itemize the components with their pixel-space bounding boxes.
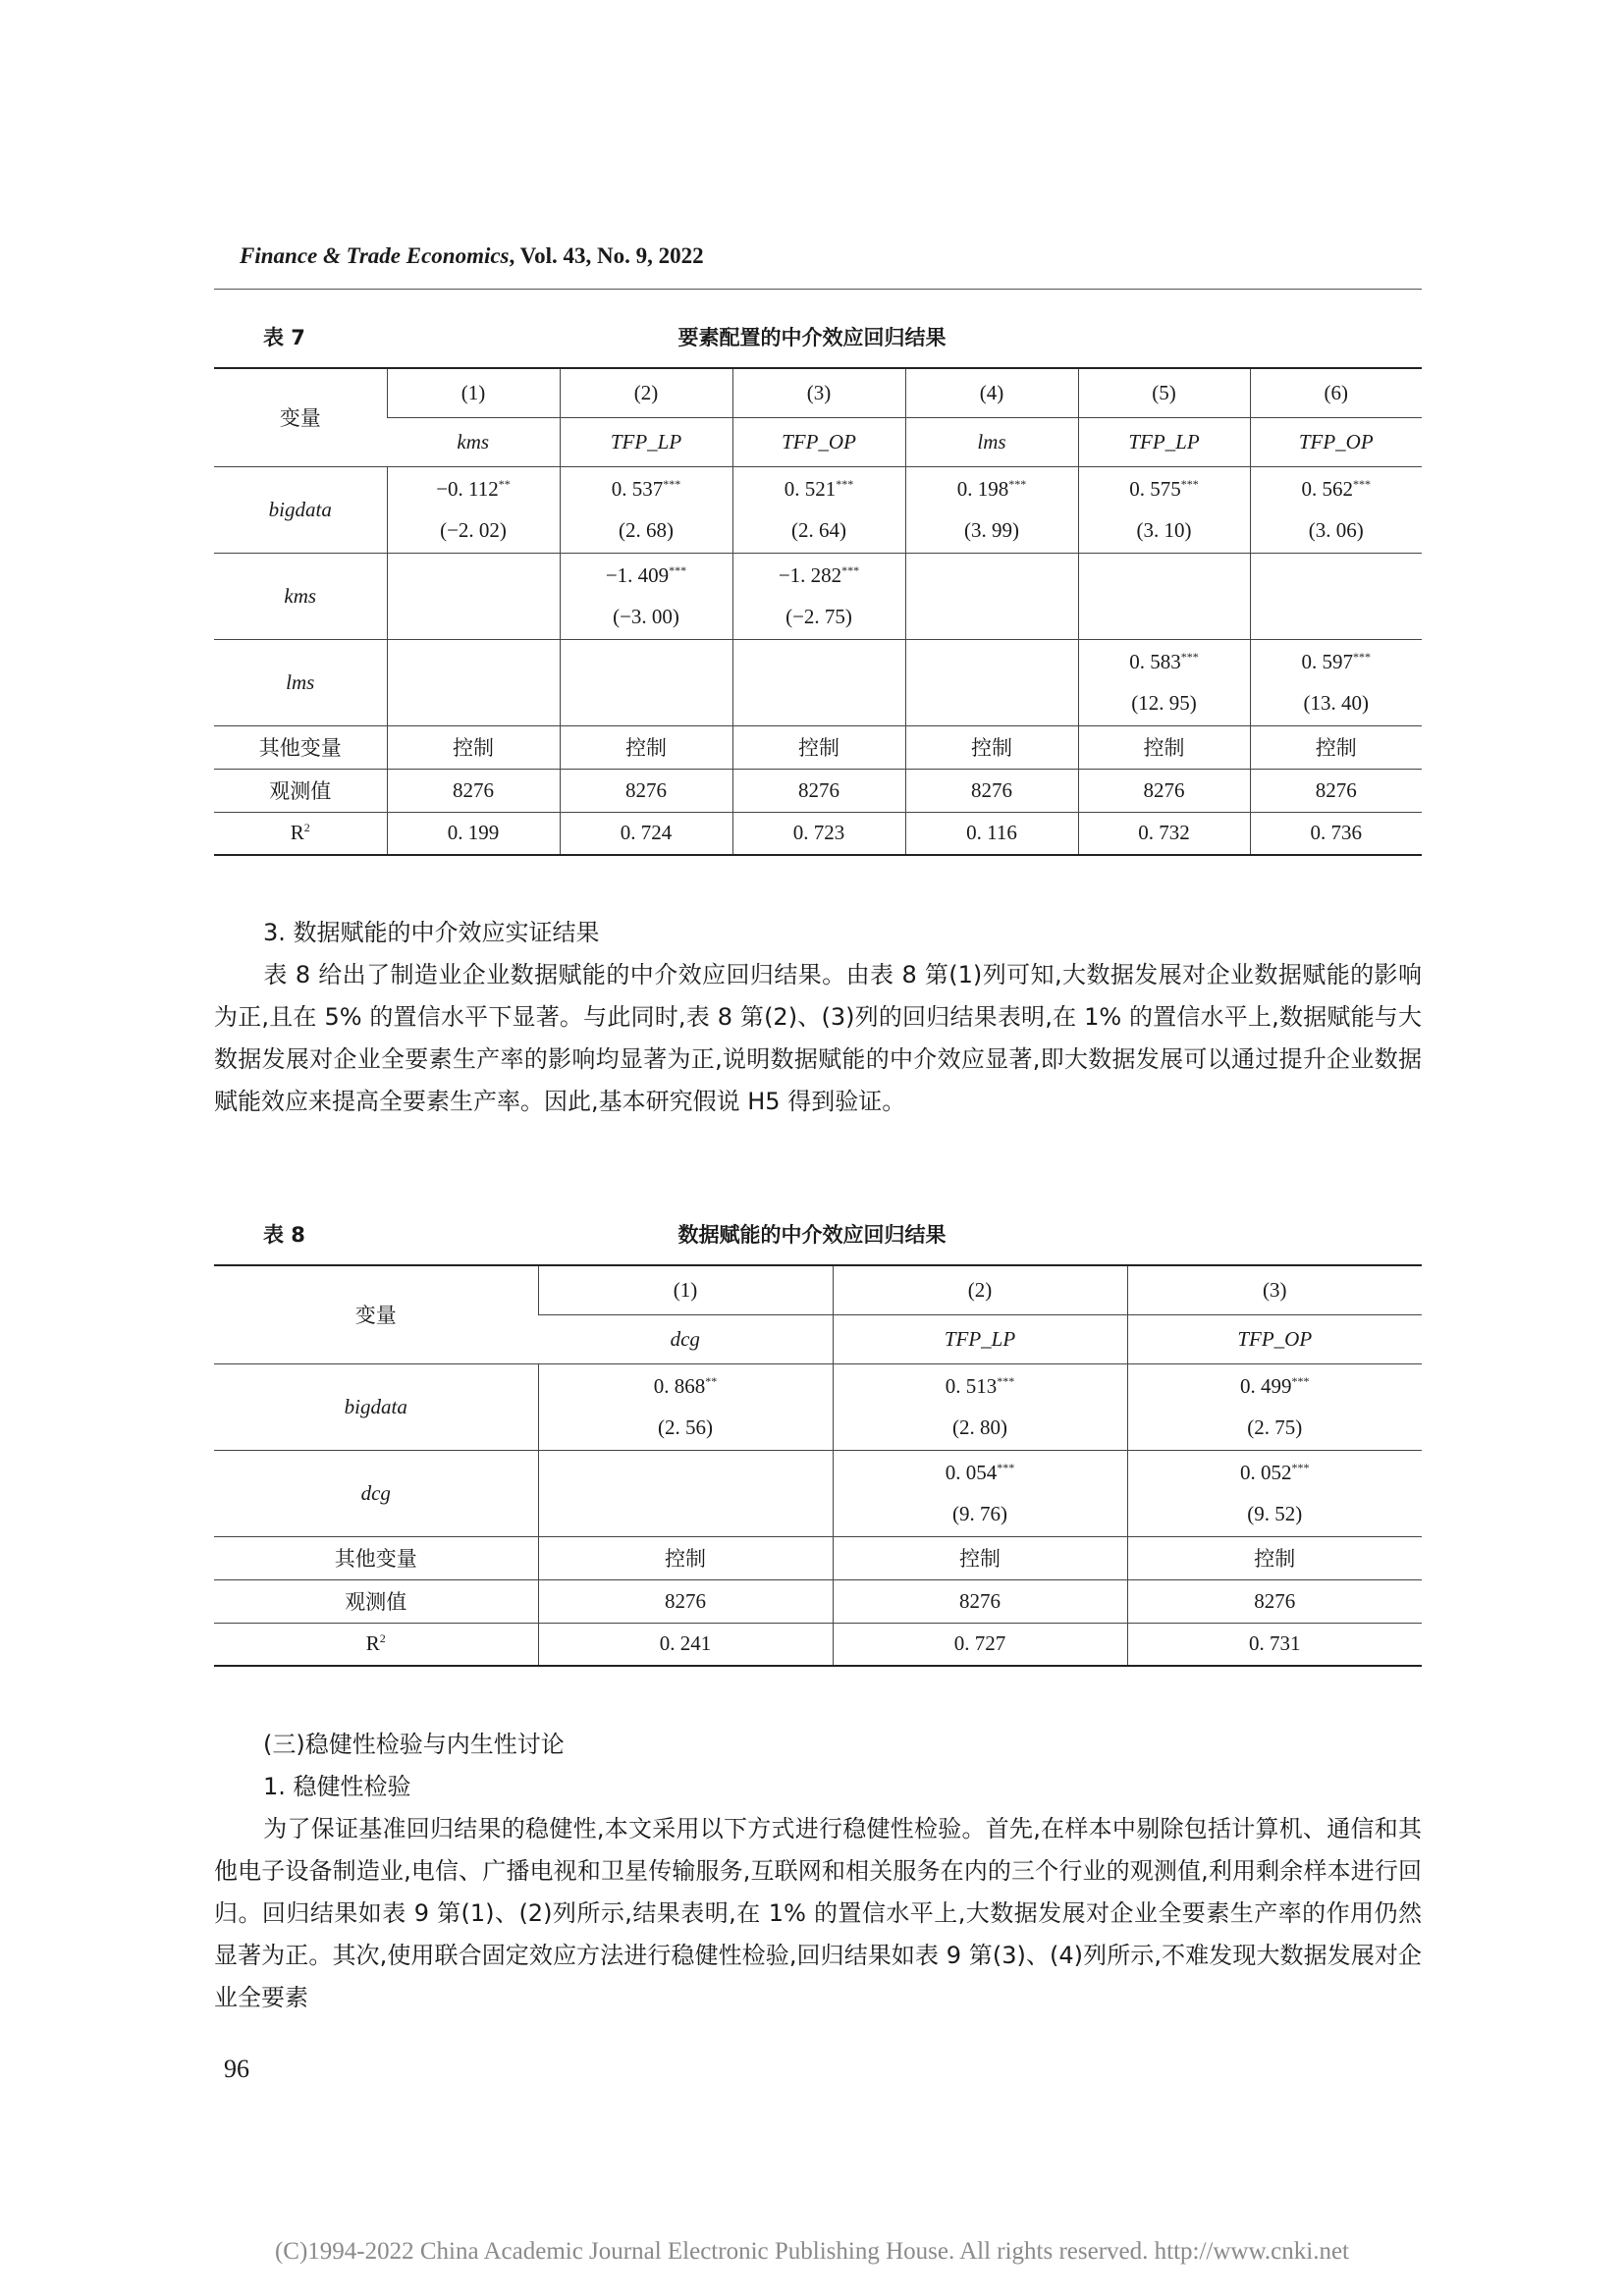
- controls-label: 其他变量: [214, 1536, 538, 1579]
- coef-cell: [1250, 553, 1422, 639]
- coefficient: 0. 583: [1129, 650, 1181, 673]
- obs-cell: 8276: [1078, 769, 1250, 812]
- coef-cell: [1250, 466, 1422, 553]
- coefficient: 0. 198: [956, 477, 1009, 501]
- col-num: (1): [387, 368, 560, 417]
- coef-cell: [560, 553, 732, 639]
- col-num: (4): [905, 368, 1078, 417]
- row-variable-name: lms: [214, 639, 387, 725]
- header-rule: [214, 289, 1422, 290]
- obs-cell: 8276: [1250, 769, 1422, 812]
- coef-cell: [732, 553, 905, 639]
- coefficient: 0. 521: [784, 477, 837, 501]
- significance-stars: ***: [997, 1461, 1015, 1474]
- t-statistic: (2. 64): [791, 518, 846, 542]
- section-heading: (三)稳健性检验与内生性讨论: [263, 1731, 565, 1758]
- table8-title: 数据赋能的中介效应回归结果: [677, 1223, 947, 1247]
- t-statistic: (2. 68): [619, 518, 674, 542]
- t-statistic: (−2. 75): [785, 605, 852, 628]
- section-heading: 3. 数据赋能的中介效应实证结果: [263, 919, 600, 946]
- coef-cell: [1078, 553, 1250, 639]
- col-num: (2): [833, 1265, 1127, 1314]
- t-statistic: (−3. 00): [613, 605, 679, 628]
- col-num: (1): [538, 1265, 833, 1314]
- coef-cell: [905, 466, 1078, 553]
- r2-cell: 0. 116: [905, 812, 1078, 855]
- t-statistic: (3. 06): [1308, 518, 1364, 542]
- obs-label: 观测值: [214, 769, 387, 812]
- body-paragraph: 表 8 给出了制造业企业数据赋能的中介效应回归结果。由表 8 第(1)列可知,大数据发展对企业数据赋能的影响为正,且在 5% 的置信水平下显著。与此同时,表 8 第(2)、(3)列的回归结果表明,在 1% 的置信水平上,数据赋能与大数据发展对企业全要素生产率的影响均显著为正,说明数据赋能的中介效应显著,即大数据发展可以通过提升企业数据赋能效应来提高全要素生产率。因此,基本研究假说 H5 得到验证。: [214, 961, 1422, 1115]
- t-statistic: (2. 80): [952, 1415, 1007, 1439]
- t-statistic: (2. 75): [1247, 1415, 1303, 1439]
- table-row: [214, 639, 1422, 725]
- table-row: [214, 553, 1422, 639]
- coef-cell: [387, 639, 560, 725]
- coefficient: 0. 513: [945, 1374, 998, 1398]
- coef-cell: [1127, 1363, 1422, 1450]
- coefficient: 0. 052: [1240, 1461, 1292, 1484]
- table7-title: 要素配置的中介效应回归结果: [677, 326, 947, 349]
- r2-cell: 0. 241: [538, 1623, 833, 1666]
- coefficient: 0. 868: [653, 1374, 706, 1398]
- journal-issue: , Vol. 43, No. 9, 2022: [509, 243, 704, 268]
- significance-stars: ***: [1353, 650, 1371, 664]
- t-statistic: (9. 76): [952, 1502, 1007, 1525]
- table7-number: 表 7: [263, 326, 305, 349]
- coef-cell: [538, 1450, 833, 1536]
- running-header: [240, 243, 704, 269]
- obs-label: 观测值: [214, 1579, 538, 1623]
- r2-cell: 0. 731: [1127, 1623, 1422, 1666]
- coef-cell: [1250, 639, 1422, 725]
- coef-cell: [560, 466, 732, 553]
- controls-cell: 控制: [1250, 725, 1422, 769]
- significance-stars: ***: [841, 563, 860, 577]
- r2-cell: 0. 724: [560, 812, 732, 855]
- r2-cell: 0. 727: [833, 1623, 1127, 1666]
- page-number: 96: [224, 2055, 249, 2083]
- table-row: [214, 1450, 1422, 1536]
- significance-stars: ***: [1180, 477, 1199, 491]
- col-num: (6): [1250, 368, 1422, 417]
- controls-cell: 控制: [732, 725, 905, 769]
- controls-cell: 控制: [538, 1536, 833, 1579]
- coefficient: −1. 282: [778, 563, 842, 587]
- row-variable-name: bigdata: [214, 1363, 538, 1450]
- significance-stars: ***: [669, 563, 687, 577]
- significance-stars: ***: [997, 1374, 1015, 1388]
- obs-cell: 8276: [560, 769, 732, 812]
- var-header: 变量: [214, 368, 387, 466]
- t-statistic: (3. 99): [964, 518, 1019, 542]
- col-dep: TFP_LP: [833, 1314, 1127, 1363]
- obs-cell: 8276: [833, 1579, 1127, 1623]
- table8-number: 表 8: [263, 1223, 305, 1247]
- t-statistic: (2. 56): [658, 1415, 713, 1439]
- t-statistic: (−2. 02): [440, 518, 507, 542]
- coef-cell: [833, 1363, 1127, 1450]
- coef-cell: [905, 553, 1078, 639]
- r2-cell: 0. 736: [1250, 812, 1422, 855]
- coefficient: 0. 537: [611, 477, 664, 501]
- controls-label: 其他变量: [214, 725, 387, 769]
- col-dep: TFP_OP: [1127, 1314, 1422, 1363]
- t-statistic: (13. 40): [1303, 691, 1369, 715]
- obs-cell: 8276: [387, 769, 560, 812]
- coefficient: 0. 597: [1301, 650, 1353, 673]
- significance-stars: ***: [1008, 477, 1027, 491]
- coef-cell: [1127, 1450, 1422, 1536]
- copyright-footer: (C)1994-2022 China Academic Journal Electronic Publishing House. All rights reserved. http://www.cnki.net: [274, 2238, 1350, 2265]
- r2-cell: 0. 199: [387, 812, 560, 855]
- col-num: (3): [1127, 1265, 1422, 1314]
- col-num: (2): [560, 368, 732, 417]
- coef-cell: [387, 466, 560, 553]
- coef-cell: [905, 639, 1078, 725]
- col-num: (3): [732, 368, 905, 417]
- r2-cell: 0. 723: [732, 812, 905, 855]
- journal-name: Finance & Trade Economics: [240, 243, 510, 268]
- significance-stars: ***: [663, 477, 681, 491]
- coef-cell: [732, 466, 905, 553]
- t-statistic: (9. 52): [1247, 1502, 1303, 1525]
- significance-stars: ***: [1291, 1374, 1310, 1388]
- table-row: [214, 1363, 1422, 1450]
- controls-cell: 控制: [1127, 1536, 1422, 1579]
- coefficient: 0. 575: [1129, 477, 1181, 501]
- coefficient: −0. 112: [436, 477, 499, 501]
- controls-cell: 控制: [387, 725, 560, 769]
- row-variable-name: dcg: [214, 1450, 538, 1536]
- obs-cell: 8276: [538, 1579, 833, 1623]
- subsection-heading: 1. 稳健性检验: [263, 1773, 411, 1800]
- significance-stars: ***: [1180, 650, 1199, 664]
- col-dep: TFP_OP: [1250, 417, 1422, 466]
- obs-cell: 8276: [1127, 1579, 1422, 1623]
- coefficient: 0. 499: [1240, 1374, 1292, 1398]
- controls-cell: 控制: [833, 1536, 1127, 1579]
- significance-stars: **: [705, 1374, 718, 1388]
- t-statistic: (12. 95): [1131, 691, 1197, 715]
- table8: [214, 1264, 1422, 1667]
- coef-cell: [1078, 639, 1250, 725]
- significance-stars: **: [498, 477, 511, 491]
- controls-cell: 控制: [1078, 725, 1250, 769]
- coefficient: −1. 409: [605, 563, 670, 587]
- significance-stars: ***: [1291, 1461, 1310, 1474]
- col-num: (5): [1078, 368, 1250, 417]
- controls-cell: 控制: [560, 725, 732, 769]
- r2-label: $R^2$: [365, 1631, 386, 1656]
- obs-cell: 8276: [732, 769, 905, 812]
- controls-cell: 控制: [905, 725, 1078, 769]
- coef-cell: [732, 639, 905, 725]
- row-variable-name: bigdata: [214, 466, 387, 553]
- col-dep: TFP_LP: [560, 417, 732, 466]
- coef-cell: [833, 1450, 1127, 1536]
- var-header: 变量: [214, 1265, 538, 1363]
- col-dep: lms: [905, 417, 1078, 466]
- significance-stars: ***: [1353, 477, 1371, 491]
- coef-cell: [538, 1363, 833, 1450]
- table7: [214, 367, 1422, 856]
- col-dep: TFP_LP: [1078, 417, 1250, 466]
- r2-cell: 0. 732: [1078, 812, 1250, 855]
- t-statistic: (3. 10): [1136, 518, 1192, 542]
- coef-cell: [387, 553, 560, 639]
- r2-label: $R^2$: [290, 821, 310, 845]
- row-variable-name: kms: [214, 553, 387, 639]
- coefficient: 0. 054: [945, 1461, 998, 1484]
- col-dep: kms: [387, 417, 560, 466]
- col-dep: dcg: [538, 1314, 833, 1363]
- body-paragraph: 为了保证基准回归结果的稳健性,本文采用以下方式进行稳健性检验。首先,在样本中剔除包括计算机、通信和其他电子设备制造业,电信、广播电视和卫星传输服务,互联网和相关服务在内的三个行业的观测值,利用剩余样本进行回归。回归结果如表 9 第(1)、(2)列所示,结果表明,在 1% 的置信水平上,大数据发展对企业全要素生产率的作用仍然显著为正。其次,使用联合固定效应方法进行稳健性检验,回归结果如表 9 第(3)、(4)列所示,不难发现大数据发展对企业全要素: [214, 1815, 1422, 2011]
- coefficient: 0. 562: [1301, 477, 1353, 501]
- coef-cell: [1078, 466, 1250, 553]
- obs-cell: 8276: [905, 769, 1078, 812]
- significance-stars: ***: [836, 477, 854, 491]
- table-row: [214, 466, 1422, 553]
- coef-cell: [560, 639, 732, 725]
- col-dep: TFP_OP: [732, 417, 905, 466]
